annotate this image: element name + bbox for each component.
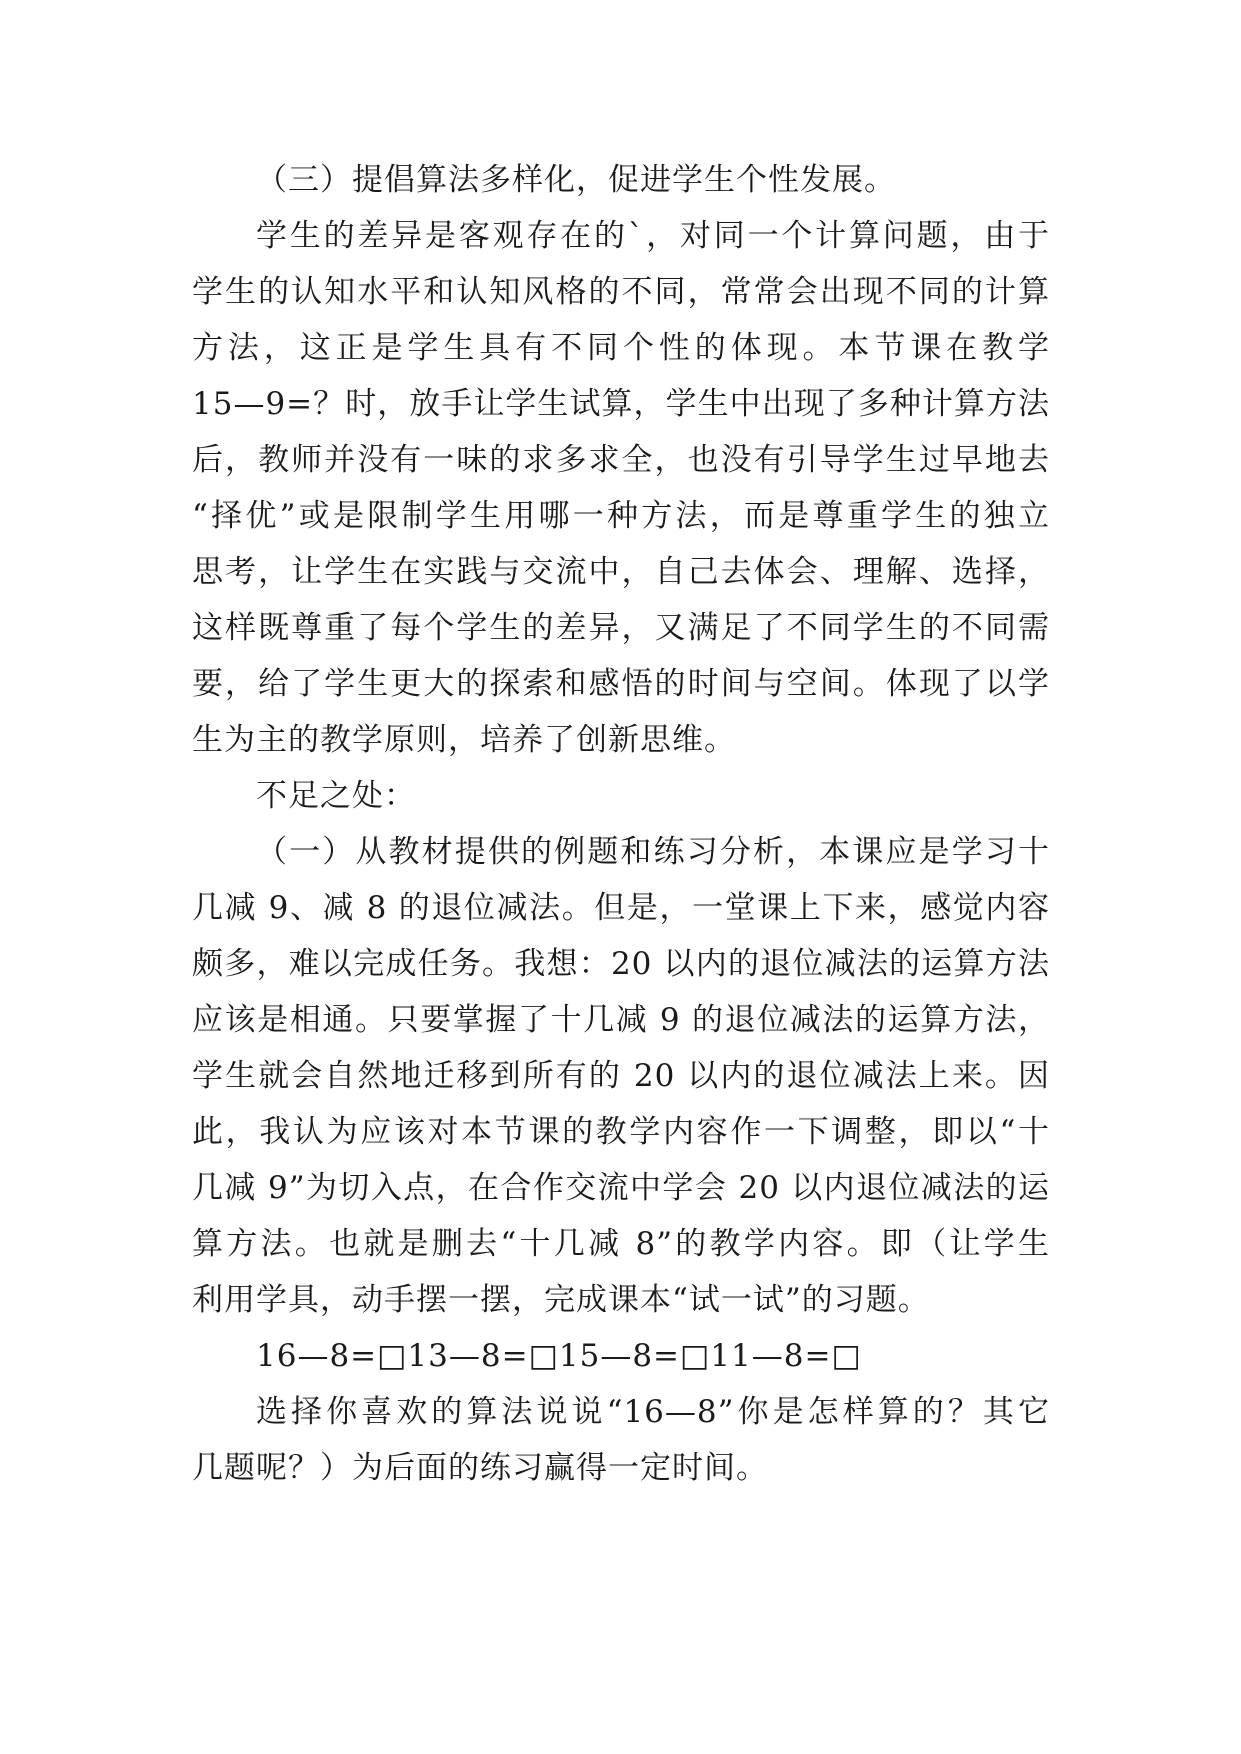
paragraph-line: 思考，让学生在实践与交流中，自己去体会、理解、选择， — [192, 554, 1050, 590]
paragraph-line: 15—9=？时，放手让学生试算，学生中出现了多种计算方法 — [192, 386, 1050, 422]
exercise-equations: 16—8=□13—8=□15—8=□11—8=□ — [256, 1338, 862, 1374]
paragraph-line: 几减 9”为切入点，在合作交流中学会 20 以内退位减法的运 — [192, 1170, 1050, 1206]
paragraph-line: 学生的差异是客观存在的`，对同一个计算问题，由于 — [256, 218, 1050, 254]
section-heading-shortcomings: 不足之处： — [256, 778, 416, 814]
paragraph-line: 此，我认为应该对本节课的教学内容作一下调整，即以“十 — [192, 1114, 1050, 1150]
paragraph-line: 几题呢？）为后面的练习赢得一定时间。 — [192, 1450, 768, 1486]
paragraph-line: 要，给了学生更大的探索和感悟的时间与空间。体现了以学 — [192, 666, 1050, 702]
heading-three: （三）提倡算法多样化，促进学生个性发展。 — [256, 162, 896, 198]
paragraph-line: 学生就会自然地迁移到所有的 20 以内的退位减法上来。因 — [192, 1058, 1050, 1094]
paragraph-line: 几减 9、减 8 的退位减法。但是，一堂课上下来，感觉内容 — [192, 890, 1050, 926]
paragraph-line: 颇多，难以完成任务。我想：20 以内的退位减法的运算方法 — [192, 946, 1050, 982]
paragraph-line: 这样既尊重了每个学生的差异，又满足了不同学生的不同需 — [192, 610, 1050, 646]
paragraph-line: 算方法。也就是删去“十几减 8”的教学内容。即（让学生 — [192, 1226, 1050, 1262]
paragraph-line: 生为主的教学原则，培养了创新思维。 — [192, 722, 736, 758]
paragraph-line: 应该是相通。只要掌握了十几减 9 的退位减法的运算方法， — [192, 1002, 1050, 1038]
paragraph-line: 选择你喜欢的算法说说“16—8”你是怎样算的？其它 — [256, 1394, 1050, 1430]
paragraph-line: “择优”或是限制学生用哪一种方法，而是尊重学生的独立 — [192, 498, 1050, 534]
paragraph-line: 学生的认知水平和认知风格的不同，常常会出现不同的计算 — [192, 274, 1050, 310]
paragraph-line: 后，教师并没有一味的求多求全，也没有引导学生过早地去 — [192, 442, 1050, 478]
heading-one: （一）从教材提供的例题和练习分析，本课应是学习十 — [256, 834, 1050, 870]
paragraph-line: 利用学具，动手摆一摆，完成课本“试一试”的习题。 — [192, 1282, 930, 1318]
paragraph-line: 方法，这正是学生具有不同个性的体现。本节课在教学 — [192, 330, 1050, 366]
